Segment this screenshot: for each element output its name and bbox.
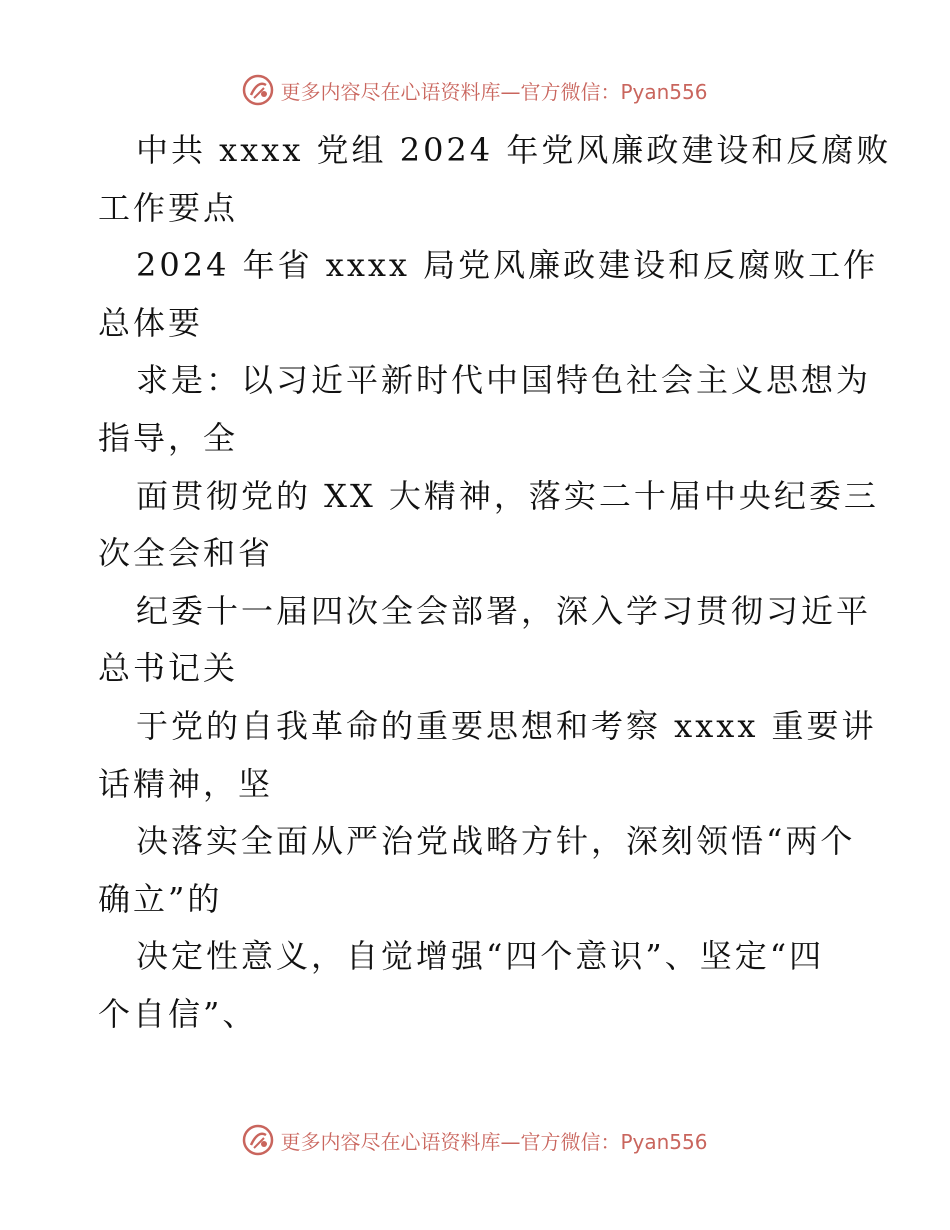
- paragraph: [98, 698, 877, 813]
- paragraph-line: 指导，全: [98, 418, 239, 457]
- paragraph: [98, 237, 879, 352]
- paragraph-line: 总体要: [98, 303, 204, 342]
- paragraph-line: 决定性意义，自觉增强“四个意识”、坚定“四: [136, 937, 825, 976]
- paragraph: [98, 468, 879, 583]
- paragraph-line: 个自信”、: [98, 994, 258, 1033]
- paragraph-line: 话精神，坚: [98, 764, 274, 803]
- paragraph-line: 总书记关: [98, 649, 239, 688]
- footer-banner-text: 更多内容尽在心语资料库—官方微信：Pyan556: [280, 1129, 708, 1154]
- document-body: [98, 122, 892, 1044]
- library-logo-icon: [242, 1124, 274, 1156]
- paragraph-line: 确立”的: [98, 879, 223, 918]
- paragraph-line: 决落实全面从严治党战略方针，深刻领悟“两个: [136, 822, 856, 861]
- header-banner-text: 更多内容尽在心语资料库—官方微信：Pyan556: [280, 79, 708, 104]
- paragraph-line: 2024 年省 xxxx 局党风廉政建设和反腐败工作: [136, 246, 879, 285]
- footer-banner: [0, 1120, 950, 1160]
- paragraph-line: 纪委十一届四次全会部署，深入学习贯彻习近平: [136, 591, 872, 630]
- paragraph: [98, 122, 892, 237]
- paragraph: [98, 813, 858, 928]
- paragraph-line: 中共 xxxx 党组 2024 年党风廉政建设和反腐败: [136, 131, 892, 169]
- paragraph-line: 面贯彻党的 XX 大精神，落实二十届中央纪委三: [136, 476, 879, 515]
- library-logo-icon: [242, 74, 274, 106]
- paragraph-line: 求是：以习近平新时代中国特色社会主义思想为: [136, 361, 872, 400]
- header-banner: [0, 70, 950, 110]
- paragraph-line: 次全会和省: [98, 534, 274, 573]
- paragraph-line: 工作要点: [98, 188, 239, 227]
- paragraph: [98, 583, 872, 698]
- paragraph-line: 于党的自我革命的重要思想和考察 xxxx 重要讲: [136, 706, 877, 745]
- paragraph: [98, 352, 872, 467]
- paragraph: [98, 928, 858, 1043]
